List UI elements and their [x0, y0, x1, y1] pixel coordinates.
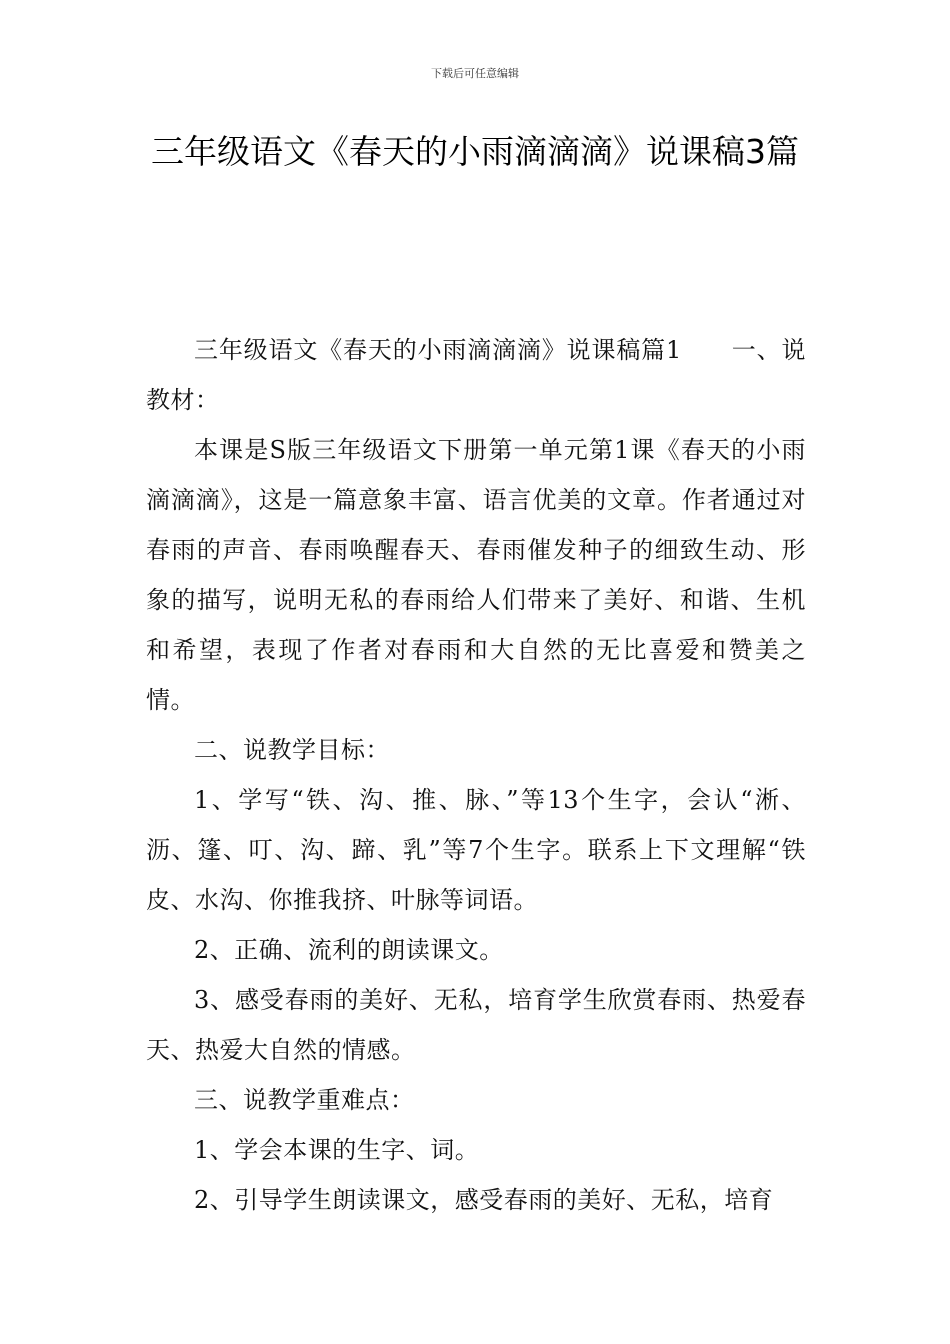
- paragraph-section-two-heading: 二、说教学目标：: [194, 736, 390, 764]
- paragraph-goal-two: 2、正确、流利的朗读课文。: [194, 936, 504, 964]
- paragraph-section-three-heading: 三、说教学重难点：: [194, 1086, 415, 1114]
- document-title: 三年级语文《春天的小雨滴滴滴》说课稿3篇: [151, 132, 799, 171]
- header-note: 下载后可任意编辑: [431, 67, 519, 80]
- document-body: [146, 325, 806, 1225]
- paragraph-goal-one: 1、学写“铁、沟、推、脉、”等13个生字，会认“淅、沥、篷、叮、沟、蹄、乳”等7个生字。联系上下文理解“铁皮、水沟、你推我挤、叶脉等词语。: [146, 786, 806, 914]
- paragraph-key-point-one: 1、学会本课的生字、词。: [194, 1136, 480, 1164]
- paragraph-intro-heading: 三年级语文《春天的小雨滴滴滴》说课稿篇1 一、说教材：: [146, 336, 806, 414]
- paragraph-goal-three: 3、感受春雨的美好、无私，培育学生欣赏春雨、热爱春天、热爱大自然的情感。: [146, 986, 806, 1064]
- paragraph-key-point-two: 2、引导学生朗读课文，感受春雨的美好、无私，培育: [194, 1186, 774, 1214]
- paragraph-textbook-description: 本课是S版三年级语文下册第一单元第1课《春天的小雨滴滴滴》，这是一篇意象丰富、语言优美的文章。作者通过对春雨的声音、春雨唤醒春天、春雨催发种子的细致生动、形象的描写，说明无私的春雨给人们带来了美好、和谐、生机和希望，表现了作者对春雨和大自然的无比喜爱和赞美之情。: [146, 436, 806, 714]
